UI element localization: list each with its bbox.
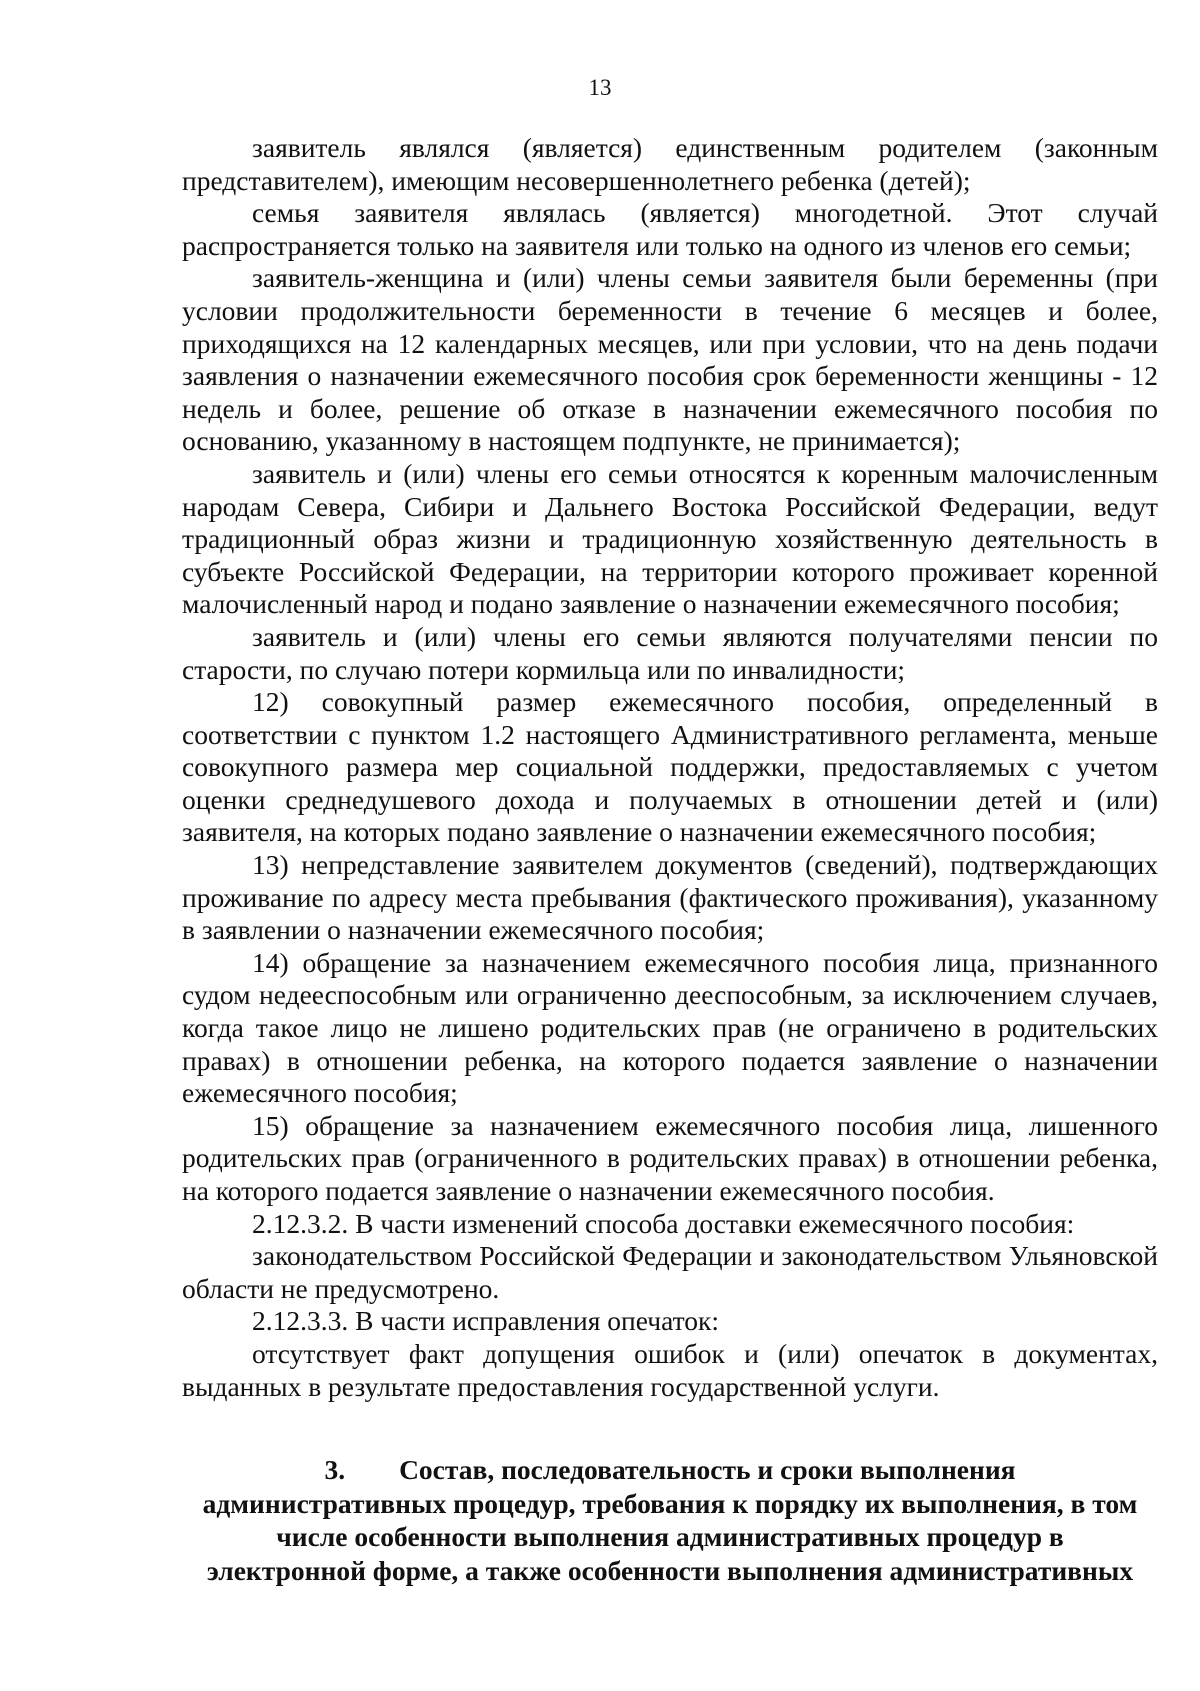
paragraph-indigenous-peoples: заявитель и (или) члены его семьи относятся к коренным малочисленным народам Севера, Сибири и Дальнего Востока Российской Федерации, ведут традиционный образ жизни и традиционную хозяйственную деятельность в субъекте Российской Федерации, на территории которого проживает коренной малочисленный народ и подано заявление о назначении ежемесячного пособия; bbox=[182, 457, 1158, 620]
paragraph-item-13: 13) непредставление заявителем документов (сведений), подтверждающих проживание по адресу места пребывания (фактического проживания), указанному в заявлении о назначении ежемесячного пособия; bbox=[182, 849, 1158, 946]
paragraph-item-14: 14) обращение за назначением ежемесячного пособия лица, признанного судом недееспособным или ограниченно дееспособным, за исключением случаев, когда такое лицо не лишено родительских прав (не ограничено в родительских правах) в отношении ребенка, на которого подается заявление о назначении ежемесячного пособия; bbox=[182, 946, 1158, 1109]
paragraph-pension-recipients: заявитель и (или) члены его семьи являются получателями пенсии по старости, по случаю потери кормильца или по инвалидности; bbox=[182, 620, 1158, 685]
paragraph-pregnancy: заявитель-женщина и (или) члены семьи заявителя были беременны (при условии продолжительности беременности в течение 6 месяцев и более, приходящихся на 12 календарных месяцев, или при условии, что на день подачи заявления о назначении ежемесячного пособия срок беременности женщины - 12 недель и более, решение об отказе в назначении ежемесячного пособия по основанию, указанному в настоящем подпункте, не принимается); bbox=[182, 262, 1158, 457]
paragraph-delivery-not-provided: законодательством Российской Федерации и законодательством Ульяновской области не предусмотрено. bbox=[182, 1240, 1158, 1304]
paragraph-clause-2-12-3-3: 2.12.3.3. В части исправления опечаток: bbox=[252, 1305, 720, 1337]
section-heading-text-1: Состав, последовательность и сроки выполнения bbox=[399, 1454, 1016, 1485]
paragraph-clause-2-12-3-2: 2.12.3.2. В части изменений способа доставки ежемесячного пособия: bbox=[252, 1207, 1075, 1239]
paragraph-single-parent: заявитель являлся (является) единственным родителем (законным представителем), имеющим несовершеннолетнего ребенка (детей); bbox=[182, 132, 1158, 196]
document-body bbox=[182, 132, 1158, 1403]
paragraph-large-family: семья заявителя являлась (является) многодетной. Этот случай распространяется только на заявителя или только на одного из членов его семьи; bbox=[182, 197, 1158, 261]
page-number: 13 bbox=[588, 75, 612, 100]
section-heading-line-3: числе особенности выполнения административных процедур в bbox=[276, 1521, 1064, 1552]
section-heading-line-1 bbox=[182, 1453, 1158, 1487]
section-heading bbox=[182, 1453, 1158, 1587]
section-heading-line-4: электронной форме, а также особенности выполнения административных bbox=[206, 1554, 1134, 1586]
section-heading-line-2: административных процедур, требования к порядку их выполнения, в том bbox=[202, 1487, 1138, 1519]
paragraph-item-15: 15) обращение за назначением ежемесячного пособия лица, лишенного родительских прав (ограниченного в родительских правах) в отношении ребенка, на которого подается заявление о назначении ежемесячного пособия. bbox=[182, 1109, 1158, 1206]
section-number: 3. bbox=[324, 1454, 346, 1485]
paragraph-item-12: 12) совокупный размер ежемесячного пособия, определенный в соответствии с пунктом 1.2 настоящего Административного регламента, меньше совокупного размера мер социальной поддержки, предоставляемых с учетом оценки среднедушевого дохода и получаемых в отношении детей и (или) заявителя, на которых подано заявление о назначении ежемесячного пособия; bbox=[182, 686, 1158, 848]
paragraph-no-errors: отсутствует факт допущения ошибок и (или) опечаток в документах, выданных в результате предоставления государственной услуги. bbox=[182, 1337, 1158, 1402]
